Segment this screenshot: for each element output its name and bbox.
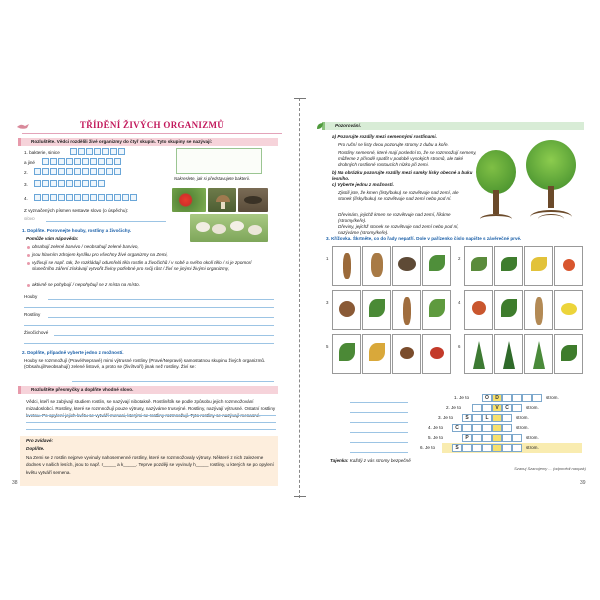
drawing-caption: Nakreslete, jak si představujete bakterii. [174,176,250,181]
cw-6-1[interactable]: S [452,444,462,452]
task3-heading [326,236,588,242]
answer-line-task3[interactable] [72,381,274,382]
page-title: TŘÍDĚNÍ ŽIVÝCH ORGANIZMŮ [79,120,225,130]
cw-5-4[interactable] [492,434,502,442]
answer-line-zivocichove-2[interactable] [24,343,274,344]
observation-label: Pozorování. [335,123,362,128]
cw-4-5[interactable] [492,424,502,432]
cw-4-4[interactable] [482,424,492,432]
answer-line-r1[interactable] [350,402,408,403]
answer-line-task4-3[interactable] [26,429,276,430]
cw-3-5[interactable] [502,414,512,422]
cw-suffix-4: strom. [516,425,529,430]
task1-instruction: Rozluštěte. Vědci rozdělili živé organizmy do čtyř skupin. Tyto skupiny se nazývají: [31,139,213,144]
grid-num-5: 5 [326,344,329,349]
grid-num-4: 4 [458,300,461,305]
task3-text-right: Škrtněte, co do řady nepatří. Dole v pařízenko číslo napište s závěrečné prvé. [352,236,522,241]
answer-line-r5[interactable] [350,442,408,443]
cw-6-3[interactable] [472,444,482,452]
answer-boxes-1b[interactable] [42,158,122,165]
task2-hint-2: jsou hlavním zdrojem kyslíku pro všechny živé organizmy na Zemi, [32,252,168,257]
cw-suffix-5: strom. [526,435,539,440]
answer-boxes-1[interactable] [70,148,126,155]
note-label: Pro zvídavé: [26,438,54,443]
gutter-mark-top [294,98,306,99]
right-page [316,108,588,490]
cw-5-3[interactable] [482,434,492,442]
task2-hint-1: obsahují zelené barvivo / neobsahují zelené barvivo, [32,244,139,249]
obs-item-c-text-3: Dřeviny, jejichž stonek se rozvětvuje nad zemí nebo pod ní, nazýváme (stromy/keře). [338,224,459,235]
cw-2-3[interactable]: V [492,404,502,412]
obs-item-a-text: Pro ruční se listy dvou pozorujte stromy z dubu a koře. [338,142,449,147]
answer-line-r6[interactable] [350,452,408,453]
task4-text: Vědci, kteří se zabývají studiem rostlin, se nazývají nibotaksě. Rostlinštík se podle způsobu jejich rozmnožování mizadoslobcí. Rostliny, které se rozmnožují pouze výtrusy, nazýváme trusvýné. Rostliny, nazývají výtrusné. Ostatní rostliny kvetou. Po opylení jejich květu se vytváří menasi, kterými se rostliny rozmnožují. Tyto rostliny se nazývají menasné. [26,399,276,419]
cw-4-1[interactable]: C [452,424,462,432]
cw-4-6[interactable] [502,424,512,432]
obs-item-c-text-2: Dřevinám, jejichž kmen se rozvětvuje nad zemí, říkáme (stromy/keře). [338,212,451,223]
cw-5-2[interactable] [472,434,482,442]
task1-item-1: 1. bakterie, sinice [24,150,60,155]
drawing-box[interactable] [176,148,262,174]
grid-row-1-right[interactable] [464,246,582,286]
grid-row-2-right[interactable] [464,290,582,330]
answer-line-r4[interactable] [350,432,408,433]
answer-line-houby-2[interactable] [24,307,274,308]
answer-line-rostliny-2[interactable] [24,325,274,326]
page-gutter [299,98,300,498]
grid-num-6: 6 [458,344,461,349]
answer-line-rostliny[interactable] [48,317,274,318]
cw-suffix-1: strom. [546,395,559,400]
obs-item-b: b) Na obrázku pozorujte rozdíly mezi samky lísky obecné a buku lesního. [332,170,473,181]
cw-5-1[interactable]: P [462,434,472,442]
task2-text: Porovnejte houby, rostliny a živočichy. [46,228,132,233]
cw-2-5[interactable] [512,404,522,412]
task1-item-2: 2. [24,170,28,175]
cw-suffix-3: strom. [516,415,529,420]
cw-4-2[interactable] [462,424,472,432]
task1-item-4: 4. [24,196,28,201]
cw-1-2[interactable]: D [492,394,502,402]
cw-1-3[interactable] [502,394,512,402]
photo-mushrooms [208,188,236,212]
bird-icon [16,122,30,130]
obs-item-a: a) Pozorujte rozdíly mezi semennými rostlinami. [332,134,437,139]
task1-followup: Z vyznačených písmen sestavte slovo (o úspěchu): [24,208,129,213]
row-label-houby: Houby [24,294,38,299]
answer-line-task4-1[interactable] [26,415,276,416]
tajenka-row [330,458,590,464]
photo-sheep [190,214,268,242]
cw-1-6[interactable] [532,394,542,402]
page-number-right: 39 [580,480,586,486]
task2-heading [22,228,182,234]
cw-6-5[interactable] [492,444,502,452]
grid-num-2: 2 [458,256,461,261]
answer-line-word[interactable] [46,221,166,222]
clue-1: 1. Je to [454,395,470,400]
illustration-tree-oak [474,144,518,230]
task1-bar [18,138,278,146]
grid-row-3-right[interactable] [464,334,582,374]
cw-2-2[interactable] [482,404,492,412]
task1-item-3: 3. [24,182,28,187]
tajenka-label: Tajenka: [330,458,349,463]
cw-6-4[interactable] [482,444,492,452]
cw-2-4[interactable]: C [502,404,512,412]
cw-1-1[interactable]: O [482,394,492,402]
cw-5-5[interactable] [502,434,512,442]
cw-3-1[interactable]: S [462,414,472,422]
leaf-icon [316,122,324,130]
grid-row-3-left[interactable] [332,334,450,374]
cw-3-3[interactable]: L [482,414,492,422]
task4-bar [18,386,278,394]
task2-hint-4: aktivně se pohybují / nepohybují se z místa na místo. [32,282,141,287]
cw-6-7[interactable] [512,444,522,452]
cw-4-3[interactable] [472,424,482,432]
cw-3-4[interactable] [492,414,502,422]
clue-2: 2. Je to [446,405,462,410]
answer-line-r2[interactable] [350,412,408,413]
answer-line-houby[interactable] [48,299,274,300]
cw-6-2[interactable] [462,444,472,452]
grid-num-3: 3 [326,300,329,305]
answer-line-r3[interactable] [350,422,408,423]
clue-5: 5. Je to [428,435,444,440]
task4-label: Rozluštěte přesmyčky a doplňte vhodné slovo. [31,387,134,392]
cw-1-4[interactable] [512,394,522,402]
page-number-left: 38 [12,480,18,486]
cw-suffix-6: strom. [526,445,539,450]
observation-bar [322,122,584,130]
illustration-tree-beech [522,138,580,230]
cw-6-6[interactable] [502,444,512,452]
answer-boxes-2[interactable] [34,168,122,175]
note-text: Na Zemi se z rostlin nejprve vyvinuly nahosemenné rostliny, které se rozmnožovaly výtrusy. Některé z nich zalezeme dodnes v našich lesích, jsou to např. r_____ a k_____. Teprve později se vyvinuly h_____ rostliny, u kterých se po opylení květu vytváří semena. [26,455,274,475]
clue-3: 3. Je to [438,415,454,420]
task1-followup-hint: slovo [24,216,35,221]
gutter-mark-bottom [294,496,306,497]
grid-row-1-left[interactable] [332,246,450,286]
photo-insect [238,188,268,212]
clue-6: 6. Je to [420,445,436,450]
clue-4: 4. Je to [428,425,444,430]
task1-item-2-prefix: a jiné [24,160,35,165]
task3-text: Houby se rozmnožují (Pravé/Nepravé) mimi výtrusné rostliny (Pravé/Nepravé) samostatnou skupinu živých organizmů. (Obsahují/Neobsahují) zelené listové, a proto se (živí/tvoří) jinak než rostliny. Živí se: [24,358,266,369]
note-title: Doplňte. [26,446,45,451]
obs-item-c: c) Vyberte jednu z možností. [332,182,394,187]
answer-line-task4-2[interactable] [26,422,276,423]
answer-boxes-3[interactable] [34,180,106,187]
task3-label: 2. Doplňte, případně vyberte jedno z možností. [22,350,124,355]
obs-item-a-text-2: Rostliny semenné, které mají poslední to, že se rozmnožují semeny, můžeme z přírodě spatřit v podobě vysokých stromů, ale také drobných rostlinné rostoucích nízko při zemi. [338,150,477,167]
grid-row-2-left[interactable] [332,290,450,330]
answer-line-zivocichove[interactable] [54,335,274,336]
answer-boxes-4[interactable] [34,194,138,201]
left-page [12,108,284,490]
task2-subtitle: Pomůže vám nápověda: [26,236,79,241]
task3-label-right: 3. Křížovka. [326,236,352,241]
cw-1-5[interactable] [522,394,532,402]
obs-item-c-text-1: Zjistili jste, že kmen (listy/buku) se rozvětvuje nad zemí, ale stonek (lísky/buku) se rozvětvuje nad zemí nebo pod ní. [338,190,459,201]
tajenka-answer: Szanuj Szanujemy ... (odpovědi naopak) [514,466,586,471]
row-label-rostliny: Rostliny [24,312,41,317]
cw-5-6[interactable] [512,434,522,442]
row-label-zivocichove: Živočichové [24,330,49,335]
task2-hint-3: vyživují se např. tak, že rozkládají odumřelá těla rostlin a živočichů / v sobě a svého okolí tělo / si je zpomorí slunečního záření získávají vytvořit živiny potřebné pro svůj růst / živí se jinými živými organizmy, [32,260,252,271]
tajenka-text: Každý z vás stromy bezpečně [349,458,411,463]
grid-num-1: 1 [326,256,329,261]
cw-2-1[interactable] [472,404,482,412]
task2-label: 1. Doplňte. [22,228,46,233]
cw-3-2[interactable] [472,414,482,422]
photo-flowers [172,188,206,212]
cw-suffix-2: strom. [526,405,539,410]
title-rule [22,133,282,134]
